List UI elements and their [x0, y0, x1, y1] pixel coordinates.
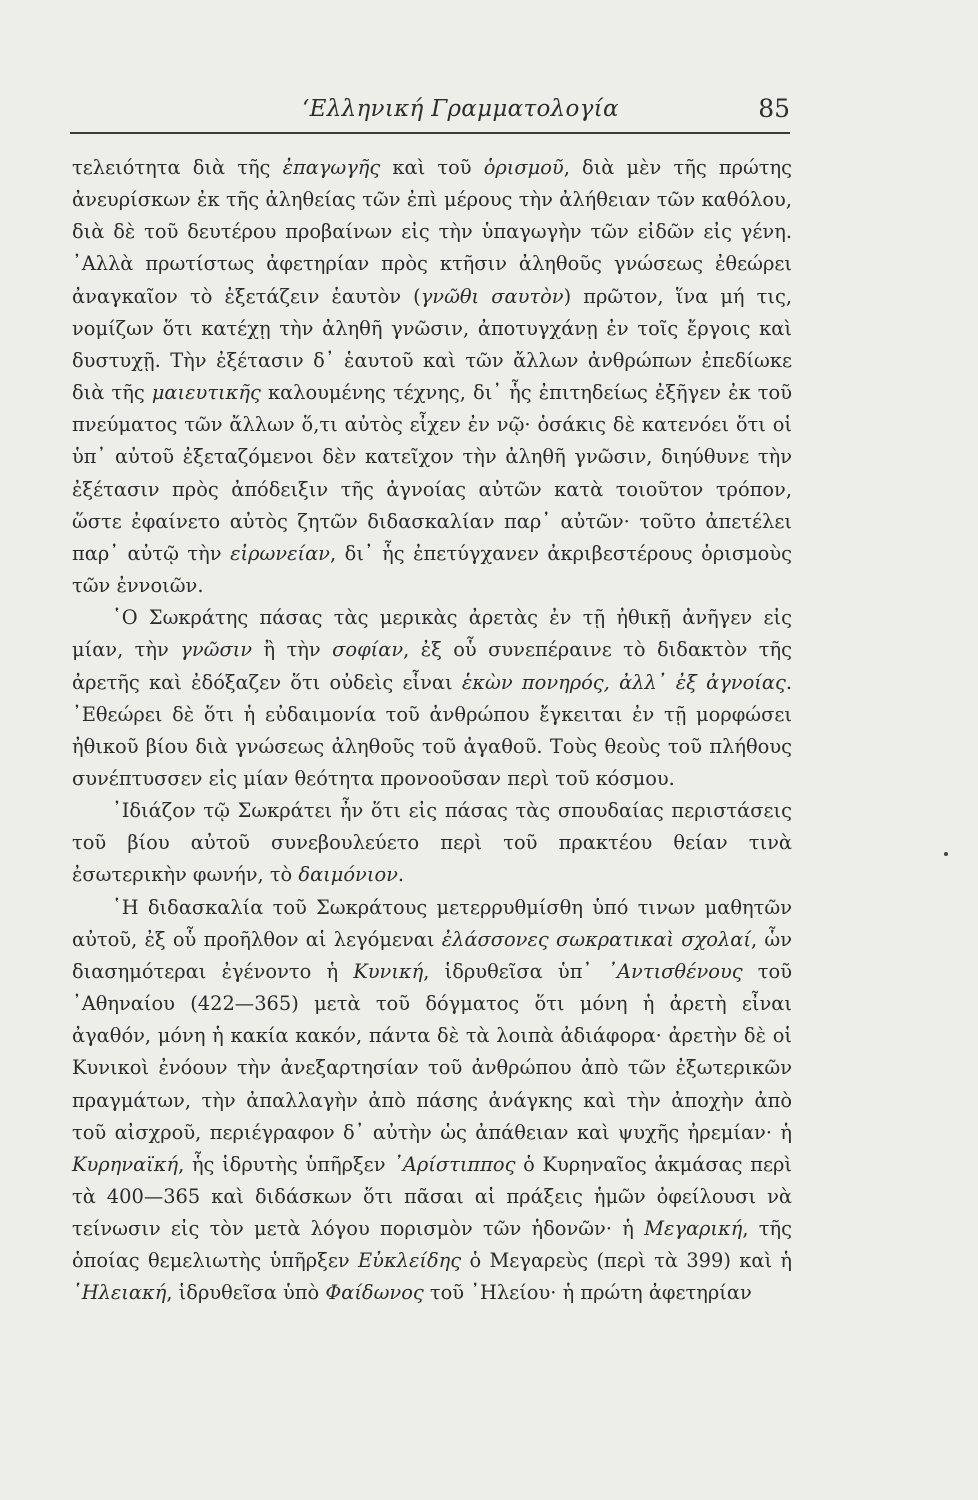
- ink-speck: [944, 852, 948, 856]
- page-number: 85: [758, 94, 790, 123]
- paragraph-1: τελειότητα διὰ τῆς ἐπαγωγῆς καὶ τοῦ ὁρισμοῦ, διὰ μὲν τῆς πρώτης ἀνευρίσκων ἐκ τῆς ἀληθείας τῶν ἐπὶ μέρους τὴν ἀλήθειαν τῶν καθόλου, διὰ δὲ τοῦ δευτέρου προβαίνων εἰς τὴν ὑπαγωγὴν τῶν εἰδῶν εἰς γένη. ᾿Αλλὰ πρωτίστως ἀφετηρίαν πρὸς κτῆσιν ἀληθοῦς γνώσεως ἐθεώρει ἀναγκαῖον τὸ ἐξετάζειν ἑαυτὸν (γνῶθι σαυτὸν) πρῶτον, ἵνα μή τις, νομίζων ὅτι κατέχῃ τὴν ἀληθῆ γνῶσιν, ἀποτυγχάνῃ ἐν τοῖς ἔργοις καὶ δυστυχῇ. Τὴν ἐξέτασιν δ᾿ ἑαυτοῦ καὶ τῶν ἄλλων ἀνθρώπων ἐπεδίωκε διὰ τῆς μαιευτικῆς καλουμένης τέχνης, δι᾿ ἧς ἐπιτηδείως ἐξῆγεν ἐκ τοῦ πνεύματος τῶν ἄλλων ὅ,τι αὐτὸς εἶχεν ἐν νῷ· ὁσάκις δὲ κατενόει ὅτι οἱ ὑπ᾿ αὐτοῦ ἐξεταζόμενοι δὲν κατεῖχον τὴν ἀληθῆ γνῶσιν, διηύθυνε τὴν ἐξέτασιν πρὸς ἀπόδειξιν τῆς ἀγνοίας αὐτῶν κατὰ τοιοῦτον τρόπον, ὥστε ἐφαίνετο αὐτὸς ζητῶν διδασκαλίαν παρ᾿ αὐτῶν· τοῦτο ἀπετέλει παρ᾿ αὐτῷ τὴν εἰρωνείαν, δι᾿ ἧς ἐπετύγχανεν ἀκριβεστέρους ὁρισμοὺς τῶν ἐννοιῶν.: [72, 156, 793, 598]
- page-header: [70, 96, 790, 128]
- body-text: [72, 152, 792, 1310]
- header-rule: [70, 132, 790, 134]
- paragraph-3: ᾿Ιδιάζον τῷ Σωκράτει ἦν ὅτι εἰς πάσας τὰς σπουδαίας περιστάσεις τοῦ βίου αὐτοῦ συνεβουλεύετο περὶ τοῦ πρακτέου θείαν τινὰ ἐσωτερικὴν φωνήν, τὸ δαιμόνιον.: [72, 799, 792, 887]
- running-title: ‘Ελληνική Γραμματολογία: [302, 96, 619, 122]
- paragraph-2: ῾Ο Σωκράτης πάσας τὰς μερικὰς ἀρετὰς ἐν τῇ ἠθικῇ ἀνῆγεν εἰς μίαν, τὴν γνῶσιν ἢ τὴν σοφίαν, ἐξ οὗ συνεπέραινε τὸ διδακτὸν τῆς ἀρετῆς καὶ ἐδόξαζεν ὅτι οὐδεὶς εἶναι ἑκὼν πονηρός, ἀλλ᾿ ἐξ ἀγνοίας. ᾿Εθεώρει δὲ ὅτι ἡ εὐδαιμονία τοῦ ἀνθρώπου ἔγκειται ἐν τῇ μορφώσει ἠθικοῦ βίου διὰ γνώσεως ἀληθοῦς τοῦ ἀγαθοῦ. Τοὺς θεοὺς τοῦ πλήθους συνέπτυσσεν εἰς μίαν θεότητα προνοοῦσαν περὶ τοῦ κόσμου.: [72, 606, 792, 790]
- paragraph-4: ῾Η διδασκαλία τοῦ Σωκράτους μετερρυθμίσθη ὑπό τινων μαθητῶν αὐτοῦ, ἐξ οὗ προῆλθον αἱ λεγόμεναι ἐλάσσονες σωκρατικαὶ σχολαί, ὧν διασημότεραι ἐγένοντο ἡ Κυνική, ἱδρυθεῖσα ὑπ᾿ ᾿Αντισθένους τοῦ ᾿Αθηναίου (422—365) μετὰ τοῦ δόγματος ὅτι μόνη ἡ ἀρετὴ εἶναι ἀγαθόν, μόνη ἡ κακία κακόν, πάντα δὲ τὰ λοιπὰ ἀδιάφορα· ἀρετὴν δὲ οἱ Κυνικοὶ ἐνόουν τὴν ἀνεξαρτησίαν τοῦ ἀνθρώπου ἀπὸ τῶν ἐξωτερικῶν πραγμάτων, τὴν ἀπαλλαγὴν ἀπὸ πάσης ἀνάγκης καὶ τὴν ἀποχὴν ἀπὸ τοῦ αἰσχροῦ, περιέγραφον δ᾿ αὐτὴν ὡς ἀπάθειαν καὶ ψυχῆς ἠρεμίαν· ἡ Κυρηναϊκή, ἧς ἱδρυτὴς ὑπῆρξεν ᾿Αρίστιππος ὁ Κυρηναῖος ἀκμάσας περὶ τὰ 400—365 καὶ διδάσκων ὅτι πᾶσαι αἱ πράξεις ἡμῶν ὀφείλουσι νὰ τείνωσιν εἰς τὸν μετὰ λόγου πορισμὸν τῶν ἡδονῶν· ἡ Μεγαρική, τῆς ὁποίας θεμελιωτὴς ὑπῆρξεν Εὐκλείδης ὁ Μεγαρεὺς (περὶ τὰ 399) καὶ ἡ ῾Ηλειακή, ἱδρυθεῖσα ὑπὸ Φαίδωνος τοῦ ᾿Ηλείου· ἡ πρώτη ἀφετηρίαν: [72, 895, 792, 1305]
